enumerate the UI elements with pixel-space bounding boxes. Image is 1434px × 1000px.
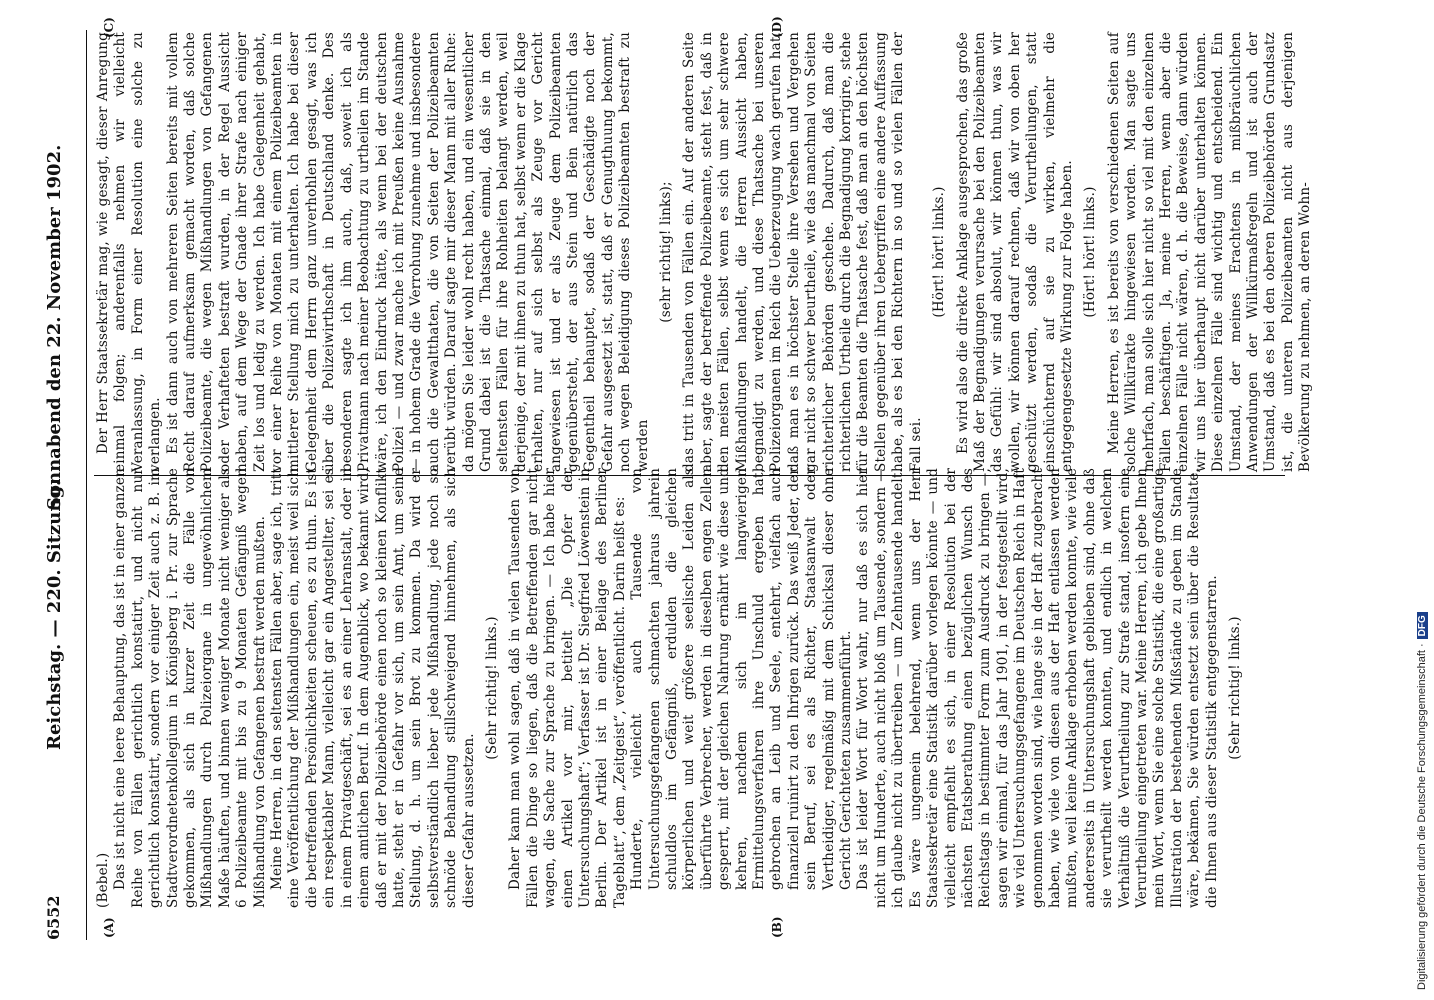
margin-marker-c: (C)	[102, 17, 116, 38]
paragraph: Das ist leider Wort für Wort wahr, nur daß es sich hier nicht um Hunderte, auch nicht bloß um Tausende, sondern — ich glaube nicht zu übertreiben — um Zehntausende handelt. Es wäre ungemein belehrend, wenn uns der Herr Staatssekretär eine Statistik darüber vorlegen könnte — und vielleicht empfiehlt es sich, in einer Resolution bei der nächsten Etatsberathung einen bezüglichen Wunsch des Reichstags in bestimmter Form zum Ausdruck zu bringen —, sagen wir einmal, für das Jahr 1901, in der festgestellt wird, wie viel Untersuchungsgefangene im Deutschen Reich in Haft genommen worden sind, wie lange sie in der Haft zugebracht haben, wie viele von diesen aus der Haft entlassen werden mußten, weil keine Anklage erhoben werden konnte, wie viele andererseits in Untersuchungshaft geblieben sind, ohne daß sie verurtheilt werden konnten, und endlich in welchem Verhältniß die Verurtheilung zur Strafe stand, insofern eine Verurtheilung eingetreten war. Meine Herren, ich gebe Ihnen mein Wort, wenn Sie eine solche Statistik, die eine großartige Illustration der bestehenden Mißstände zu geben im Stande wäre, bekämen, Sie würden entsetzt sein über die Resultate, die Ihnen aus dieser Statistik entgegenstarren.	[855, 468, 1220, 908]
paragraph: Das ist nicht eine leere Behauptung, das ist in einer ganzen Reihe von Fällen gerichtlich konstatirt, und nicht nur gerichtlich konstatirt, sondern vor einiger Zeit auch z. B. im Stadtverordnetenkollegium in Königsberg i. Pr. zur Sprache gekommen, als sich in kurzer Zeit die Fälle von Mißhandlungen durch Polizeiorgane in ungewöhnlichem Maße häuften, und binnen weniger Monate nicht weniger als 6 Polizeibeamte mit bis zu 9 Monaten Gefängniß wegen Mißhandlung von Gefangenen bestraft werden mußten.	[112, 468, 268, 908]
header-right: Sonnabend den 22. November 1902.	[44, 144, 65, 510]
interjection: (Hört! hört! links.)	[1082, 186, 1099, 318]
interjection: (Hört! hört! links.)	[931, 186, 948, 318]
column-divider	[94, 475, 1285, 476]
digitization-sidebar	[1412, 0, 1434, 1000]
page-header	[40, 30, 70, 940]
header-rule	[86, 30, 87, 940]
paragraph: Hunderte, vielleicht auch Tausende von Untersuchungsgefangenen schmachten jahraus jahrein schuldlos im Gefängniß, erdulden die gleichen körperlichen und weit größere seelische Leiden als überführte Verbrecher, werden in dieselben engen Zellen gesperrt, mit der gleichen Nahrung ernährt wie diese und kehren, nachdem sich im langwierigen Ermittelungsverfahren ihre Unschuld ergeben hat, gebrochen an Leib und Seele, entehrt, vielfach auch finanziell ruinirt zu den Ihrigen zurück. Das weiß Jeder, der sein Beruf, sei es als Richter, Staatsanwalt oder Vertheidiger, regelmäßig mit dem Schicksal dieser ohne Gericht Gerichteten zusammenführt.	[629, 468, 855, 890]
paragraph: Es wird also die direkte Anklage ausgesprochen, das große Maß der Begnadigungen verursache bei den Polizeibeamten das Gefühl: wir sind absolut, wir können thun, was wir wollen, wir können darauf rechnen, daß wir von oben her geschützt werden, sodaß die Verurtheilungen, statt einschüchternd auf sie zu wirken, vielmehr die entgegengesetzte Wirkung zur Folge haben.	[954, 32, 1075, 472]
paragraph: Der Herr Staatssekretär mag, wie gesagt, dieser Anregung einmal folgen; anderenfalls nehmen wir vielleicht Veranlassung, in Form einer Resolution eine solche zu verlangen.	[95, 32, 164, 472]
paragraph: Es ist dann auch von mehreren Seiten bereits mit vollem Recht darauf aufmerksam gemacht worden, daß solche Polizeibeamte, die wegen Mißhandlungen von Gefangenen oder Verhafteten bestraft wurden, in der Regel Aussicht haben, auf dem Wege der Gnade ihrer Strafe nach einiger Zeit los und ledig zu werden. Ich habe Gelegenheit gehabt, vor einer Reihe von Monaten mit einem Polizeibeamten in mittlerer Stellung mich zu unterhalten. Ich habe bei dieser Gelegenheit dem Herrn ganz unverhohlen gesagt, was ich über die Polizeiwirthschaft in Deutschland denke. Des besonderen sagte ich ihm auch, daß, soweit ich als Privatmann nach meiner Beobachtung zu urtheilen im Stande wäre, ich den Eindruck hätte, als wenn bei der deutschen Polizei — und zwar mache ich mit Preußen keine Ausnahme — in hohem Grade die Verrohung zunehme und insbesondere auch die Gewaltthaten, die von Seiten der Polizeibeamten verübt würden. Darauf sagte mir dieser Mann mit aller Ruhe: da mögen Sie leider wohl recht haben, und ein wesentlicher Grund dabei ist die Thatsache einmal, daß sie in den seltensten Fällen für ihre Rohheiten belangt werden, weil derjenige, der mit ihnen zu thun hat, selbst wenn er die Klage erhalten, nur auf sich selbst als Zeuge vor Gericht angewiesen ist und er als Zeuge dem Polizeibeamten gegenübersteht, der aus Stein und Bein natürlich das Gegentheil behauptet, sodaß der Geschädigte noch der Gefahr ausgesetzt ist, statt, daß er Genugthuung bekommt, noch wegen Beleidigung dieses Polizeibeamten bestraft zu werden	[164, 32, 651, 472]
column-right	[95, 32, 1314, 472]
margin-marker-a: (A)	[102, 917, 116, 938]
dfg-logo: DFG	[1417, 612, 1428, 639]
credit-text: Digitalisierung gefördert durch die Deutsche Forschungsgemeinschaft ·	[1416, 643, 1428, 990]
paragraph: Meine Herren, es ist bereits von verschiedenen Seiten auf solche Willkürakte hingewiesen worden. Man sagte uns mehrfach, man solle sich hier nicht so viel mit den einzelnen Fällen beschäftigen. Ja, meine Herren, wenn aber die einzelnen Fälle nicht wären, d. h. die Beweise, dann würden wir uns hier überhaupt nicht darüber unterhalten können. Diese einzelnen Fälle sind wichtig und entscheidend. Ein Umstand, der meines Erachtens in mißbräuchlichen Anwendungen der Willkürmaßregeln und ist auch der Umstand, daß es bei den oberen Polizeibehörden Grundsatz ist, die unteren Polizeibeamten nicht aus derjenigen Bevölkerung zu nehmen, an deren Wohn-	[1105, 32, 1314, 472]
interjection: (sehr richtig! links);	[658, 181, 674, 323]
paragraph: Meine Herren, in den seltensten Fällen aber, sage ich, tritt eine Veröffentlichung der Mißhandlungen ein, meist weil sich die betreffenden Persönlichkeiten scheuen, es zu thun. Es ist ein respektabler Mann, vielleicht gar ein Angestellter, sei es in einem Privatgeschäft, sei es an einer Lehranstalt, oder in einem amtlichen Beruf. In dem Augenblick, wo bekannt wird, daß er mit der Polizeibehörde einen noch so kleinen Konflikt hatte, steht er in Gefahr vor sich, um sein Amt, um seine Stellung, d. h. um sein Brot zu kommen. Da wird er selbstverständlich lieber jede Mißhandlung, jede noch so schnöde Behandlung stillschweigend hinnehmen, als sich dieser Gefahr aussetzen.	[269, 468, 477, 908]
column-left	[95, 468, 1295, 908]
interjection: (Sehr richtig! links.)	[483, 616, 500, 760]
margin-marker-b: (B)	[770, 916, 784, 938]
paragraph: das tritt in Tausenden von Fällen ein. Auf der anderen Seite aber, sagte der betreffende Polizeibeamte, steht fest, daß in den meisten Fällen, selbst wenn es sich um sehr schwere Mißhandlungen handelt, die Herren Aussicht haben, begnadigt zu werden, und diese Thatsache bei unseren Polizeiorganen im Reich die Ueberzeugung wach gerufen hat, daß man es in höchster Stelle ihre Versehen und Vergehen gar nicht so schwer beurtheile, wie das manchmal von Seiten richterlicher Behörden geschehe. Dadurch, daß man die richterlichen Urtheile durch die Begnadigung korrigire, stehe für die Beamten die Thatsache fest, daß man an den höchsten Stellen gegenüber ihren Uebergriffen eine andere Auffassung habe, als es bei den Richtern in so und so vielen Fällen der Fall sei.	[681, 32, 924, 472]
interjection: (Sehr richtig! links.)	[1227, 616, 1243, 760]
paragraph: Daher kann man wohl sagen, daß in vielen Tausenden von Fällen die Dinge so liegen, daß die Betreffenden gar nicht wagen, die Sache zur Sprache zu bringen. — Ich habe hier einen Artikel vor mir, betitelt „Die Opfer der Untersuchungshaft“; Verfasser ist Dr. Siegfried Löwenstein in Berlin. Der Artikel ist in einer Beilage des Berliner Tageblatt“, dem „Zeitgeist“, veröffentlicht. Darin heißt es:	[507, 468, 628, 908]
margin-marker-d: (D)	[770, 16, 784, 38]
page-number: 6552	[44, 895, 63, 940]
sidebar-credit	[1416, 30, 1428, 990]
header-left: Reichstag. — 220. Sitzung.	[44, 479, 65, 750]
paragraph: (Bebel.)	[95, 852, 111, 908]
